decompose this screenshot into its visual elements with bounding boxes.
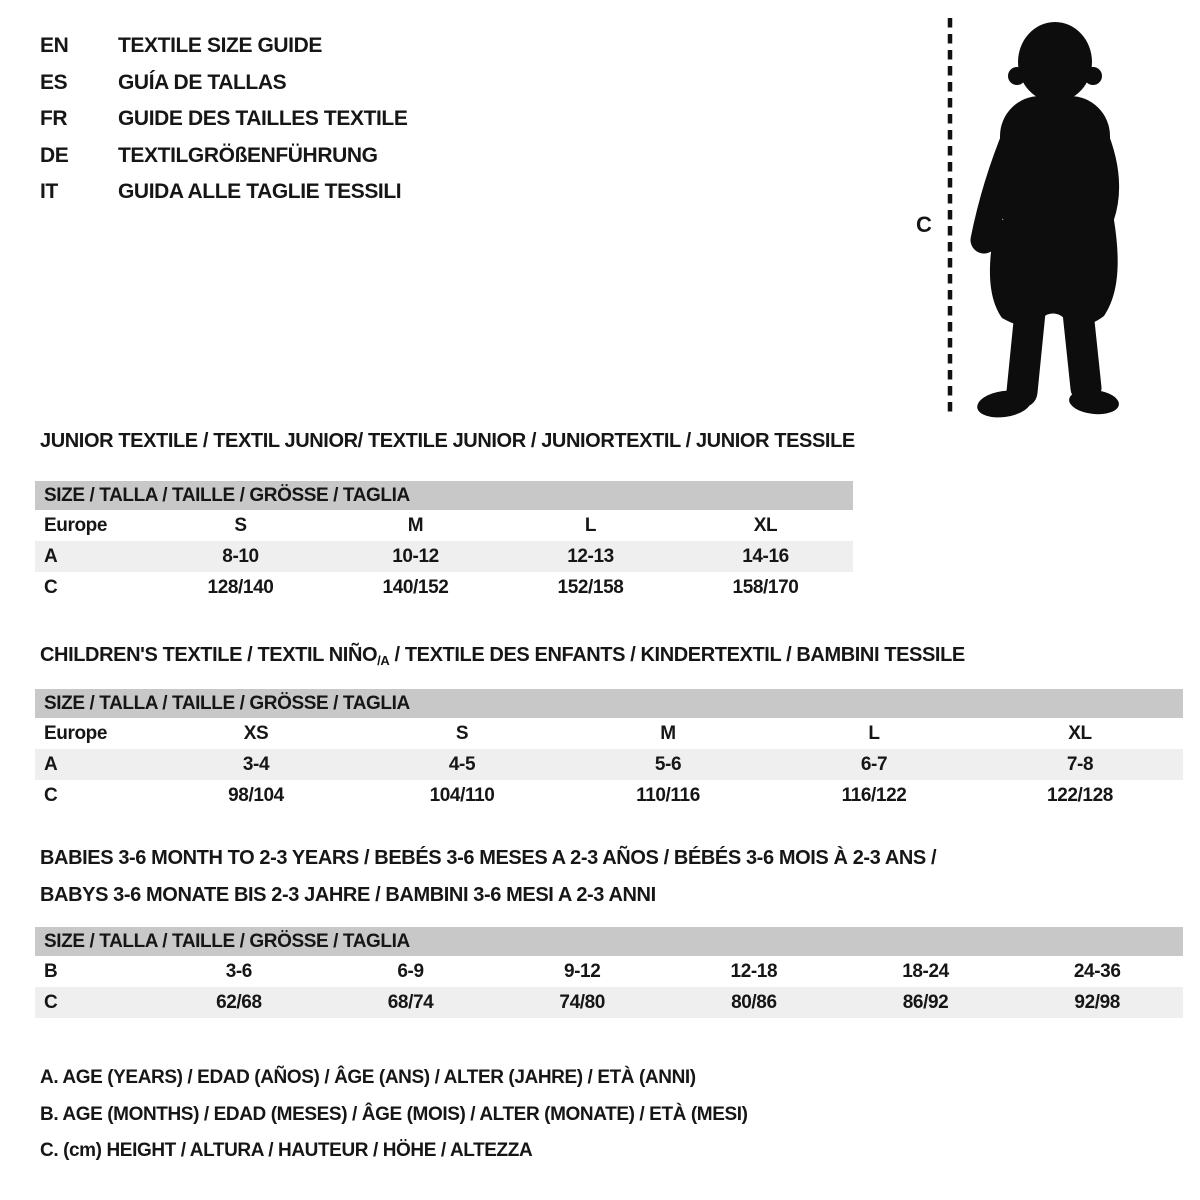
height-cell: 74/80 (559, 991, 605, 1013)
babies-title-line1: BABIES 3-6 MONTH TO 2-3 YEARS / BEBÉS 3-6 MESES A 2-3 AÑOS / BÉBÉS 3-6 MOIS À 2-3 ANS / (40, 847, 937, 869)
age-cell: 7-8 (1066, 753, 1094, 775)
language-code: EN (40, 34, 69, 58)
age-cell: 24-36 (1073, 960, 1121, 982)
size-header-band: SIZE / TALLA / TAILLE / GRÖSSE / TAGLIA (35, 481, 853, 510)
row-label: Europe (44, 514, 108, 536)
age-cell: 6-7 (860, 753, 888, 775)
children-title-part: / TEXTILE DES ENFANTS / KINDERTEXTIL / BAMBINI TESSILE (389, 644, 965, 666)
table-row (35, 572, 853, 603)
height-cell: 116/122 (841, 784, 907, 806)
age-cell: 9-12 (563, 960, 601, 982)
babies-section-title (40, 840, 936, 914)
height-cell: 68/74 (387, 991, 434, 1013)
children-title-part: CHILDREN'S TEXTILE / TEXTIL NIÑO (40, 644, 378, 666)
language-row-it (40, 174, 407, 211)
size-header-band: SIZE / TALLA / TAILLE / GRÖSSE / TAGLIA (35, 927, 1183, 956)
table-row (35, 541, 853, 572)
language-title: GUIDE DES TAILLES TEXTILE (118, 107, 408, 131)
language-title: GUIDA ALLE TAGLIE TESSILI (118, 180, 402, 204)
age-cell: 10-12 (392, 545, 439, 567)
size-cell: XS (243, 722, 269, 744)
language-code: ES (40, 70, 68, 94)
size-cell: XL (1068, 722, 1092, 744)
age-cell: 5-6 (654, 753, 682, 775)
height-cell: 62/68 (216, 991, 262, 1013)
age-cell: 4-5 (448, 753, 476, 775)
height-cell: 158/170 (732, 576, 799, 598)
age-cell: 3-6 (225, 960, 252, 982)
height-cell: 98/104 (228, 784, 284, 806)
age-cell: 14-16 (742, 545, 789, 567)
language-row-es (40, 65, 407, 102)
age-cell: 8-10 (222, 545, 259, 567)
age-cell: 12-18 (730, 960, 778, 982)
row-label: A (44, 753, 58, 775)
row-label: B (44, 960, 58, 982)
note-age-months: B. AGE (MONTHS) / EDAD (MESES) / ÂGE (MOIS) / ALTER (MONATE) / ETÀ (MESI) (40, 1103, 748, 1125)
height-cell: 92/98 (1074, 991, 1120, 1013)
language-row-fr (40, 101, 407, 138)
age-cell: 12-13 (567, 545, 614, 567)
size-cell: S (455, 722, 469, 744)
language-row-en (40, 28, 407, 65)
language-title-list (40, 28, 407, 211)
note-age-years: A. AGE (YEARS) / EDAD (AÑOS) / ÂGE (ANS) / ALTER (JAHRE) / ETÀ (ANNI) (40, 1067, 696, 1088)
size-cell: S (234, 514, 247, 536)
language-code: DE (40, 143, 69, 167)
height-cell: 140/152 (382, 576, 449, 598)
figure-area (880, 0, 1200, 440)
age-cell: 3-4 (242, 753, 270, 775)
table-row (35, 510, 853, 541)
height-cell: 80/86 (731, 991, 777, 1013)
height-cell: 86/92 (902, 991, 949, 1013)
children-size-table (35, 689, 1183, 811)
table-row (35, 749, 1183, 780)
junior-section-title: JUNIOR TEXTILE / TEXTIL JUNIOR/ TEXTILE JUNIOR / JUNIORTEXTIL / JUNIOR TESSILE (40, 430, 855, 452)
row-label: C (44, 784, 58, 806)
size-cell: L (584, 514, 597, 536)
height-cell: 104/110 (429, 784, 495, 806)
height-measure-label: C (916, 212, 932, 237)
table-row (35, 780, 1183, 811)
table-row (35, 718, 1183, 749)
language-row-de (40, 138, 407, 175)
row-label: A (44, 545, 58, 567)
table-row (35, 956, 1183, 987)
table-row (35, 987, 1183, 1018)
height-cell: 110/116 (636, 784, 700, 806)
language-code: FR (40, 107, 68, 131)
language-title: TEXTILE SIZE GUIDE (118, 34, 322, 58)
babies-size-table (35, 927, 1183, 1018)
height-cell: 152/158 (557, 576, 624, 598)
size-cell: XL (753, 514, 778, 536)
language-title: GUÍA DE TALLAS (118, 70, 287, 94)
note-height-cm: C. (cm) HEIGHT / ALTURA / HAUTEUR / HÖHE / ALTEZZA (40, 1140, 533, 1161)
babies-title-line2: BABYS 3-6 MONATE BIS 2-3 JAHRE / BAMBINI 3-6 MESI A 2-3 ANNI (40, 884, 656, 906)
size-cell: M (660, 722, 676, 744)
children-title-subscript: /A (377, 653, 390, 668)
row-label: C (44, 991, 58, 1013)
row-label: C (44, 576, 58, 598)
language-code: IT (40, 180, 58, 204)
size-header-band: SIZE / TALLA / TAILLE / GRÖSSE / TAGLIA (35, 689, 1183, 718)
height-cell: 128/140 (207, 576, 274, 598)
size-cell: L (868, 722, 880, 744)
junior-size-table (35, 481, 853, 603)
language-title: TEXTILGRÖßENFÜHRUNG (118, 143, 378, 167)
age-cell: 6-9 (397, 960, 424, 982)
row-label: Europe (44, 722, 108, 744)
age-cell: 18-24 (902, 960, 949, 982)
height-cell: 122/128 (1047, 784, 1113, 806)
children-section-title (40, 644, 965, 668)
size-cell: M (407, 514, 424, 536)
footnotes (40, 1060, 748, 1170)
